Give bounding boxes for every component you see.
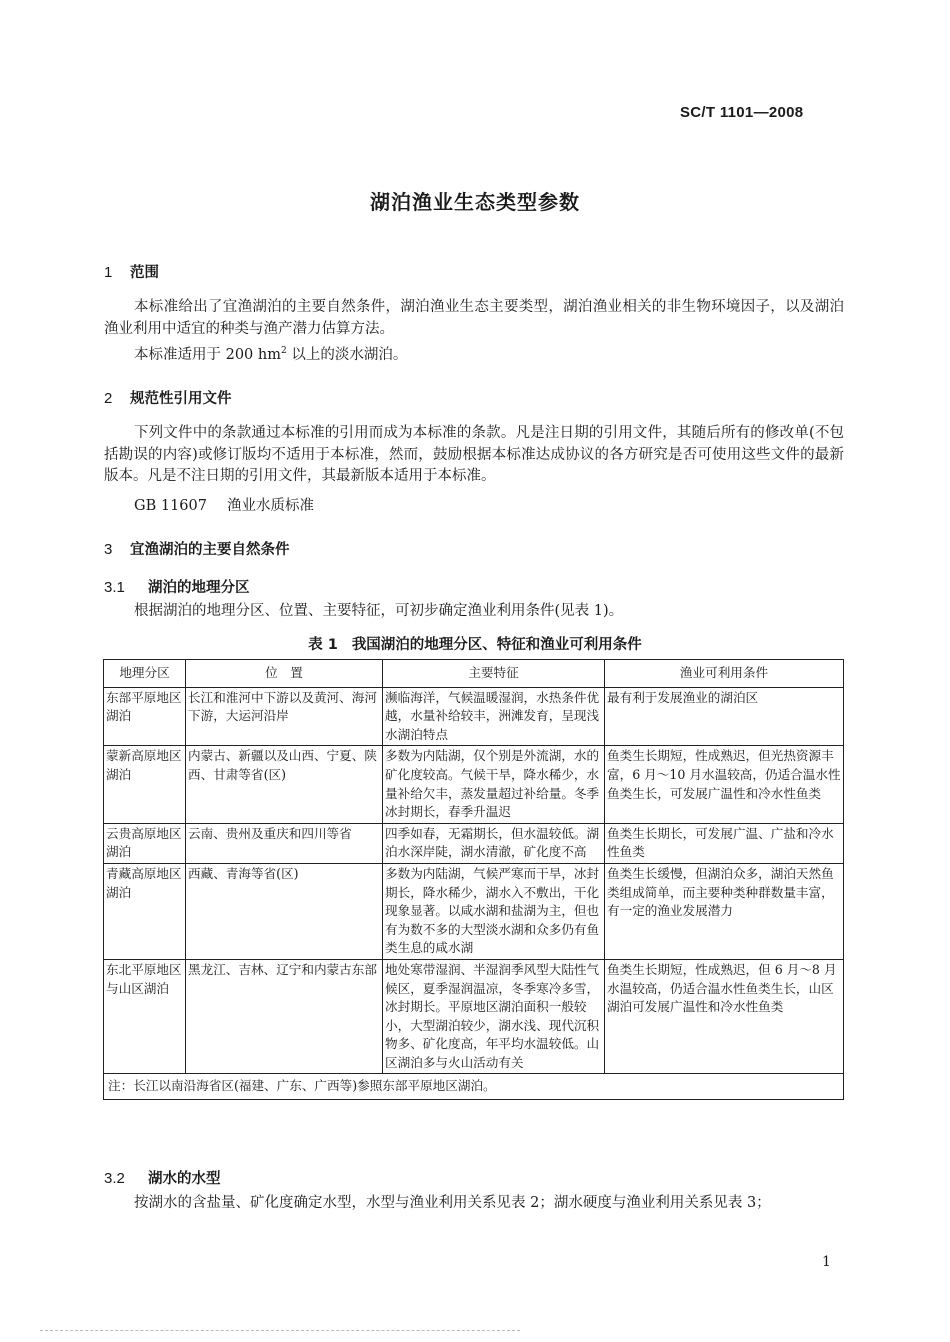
table-cell: 西藏、青海等省(区): [186, 863, 383, 959]
table-caption-text: 我国湖泊的地理分区、特征和渔业可利用条件: [351, 637, 642, 653]
table-cell: 鱼类生长期短，性成熟迟，但光热资源丰富，6 月～10 月水温较高，仍适合温水性鱼类生长，可发展广温性和冷水性鱼类: [605, 746, 844, 823]
section-title: 范围: [130, 265, 159, 281]
table-cell: 东北平原地区与山区湖泊: [104, 959, 186, 1074]
table-cell: 四季如春，无霜期长，但水温较低。湖泊水深岸陡，湖水清澈，矿化度不高: [383, 823, 605, 863]
reference-title: 渔业水质标准: [226, 498, 314, 514]
section-3-heading: [104, 538, 290, 559]
scope-paragraph-1: 本标准给出了宜渔湖泊的主要自然条件，湖泊渔业生态主要类型，湖泊渔业相关的非生物环境因子，以及湖泊渔业利用中适宜的种类与渔产潜力估算方法。: [104, 299, 844, 337]
table-row: [104, 687, 844, 746]
page-number: 1: [822, 1254, 831, 1270]
table-cell: 内蒙古、新疆以及山西、宁夏、陕西、甘肃等省(区): [186, 746, 383, 823]
section-number: 2: [104, 390, 113, 407]
table-header-row: [104, 660, 844, 688]
section-title: 宜渔湖泊的主要自然条件: [130, 542, 290, 558]
table-cell: 云南、贵州及重庆和四川等省: [186, 823, 383, 863]
column-header: 渔业可利用条件: [605, 660, 844, 688]
table-note-row: [104, 1074, 844, 1100]
section-3-2-paragraph: 按湖水的含盐量、矿化度确定水型，水型与渔业利用关系见表 2；湖水硬度与渔业利用关系见表 3；: [134, 1195, 771, 1211]
section-1-heading: [104, 261, 159, 282]
scope-superscript: 2: [280, 346, 287, 356]
scope-text-before: 本标准适用于 200 hm: [134, 346, 281, 363]
reference-code: GB 11607: [134, 498, 207, 514]
lake-zone-table: [103, 659, 844, 1100]
table-cell: 云贵高原地区湖泊: [104, 823, 186, 863]
column-header: 位 置: [186, 660, 383, 688]
section-number: 3.1: [104, 579, 125, 596]
column-header: 主要特征: [383, 660, 605, 688]
table-cell: 鱼类生长缓慢，但湖泊众多，湖泊天然鱼类组成简单，而主要种类种群数量丰富，有一定的渔业发展潜力: [605, 863, 844, 959]
table-row: [104, 863, 844, 959]
table-cell: 多数为内陆湖，气候严寒而干旱，冰封期长，降水稀少，湖水入不敷出，干化现象显著。以咸水湖和盐湖为主，但也有为数不多的大型淡水湖和众多仍有鱼类生息的咸水湖: [383, 863, 605, 959]
section-3-1-paragraph: 根据湖泊的地理分区、位置、主要特征，可初步确定渔业利用条件(见表 1)。: [134, 603, 624, 619]
table-cell: 黑龙江、吉林、辽宁和内蒙古东部: [186, 959, 383, 1074]
standard-code: SC/T 1101—2008: [680, 104, 804, 121]
scope-paragraph-2: [134, 341, 834, 366]
table-number: 表 1: [308, 637, 338, 653]
scan-edge-divider: [40, 1330, 520, 1331]
table-cell: 蒙新高原地区湖泊: [104, 746, 186, 823]
column-header: 地理分区: [104, 660, 186, 688]
table-cell: 最有利于发展渔业的湖泊区: [605, 687, 844, 746]
section-title: 规范性引用文件: [130, 391, 232, 407]
section-number: 1: [104, 264, 113, 281]
table-1-caption: [0, 633, 950, 654]
table-row: [104, 746, 844, 823]
section-3-2-heading: [104, 1167, 221, 1188]
table-cell: 长江和淮河中下游以及黄河、海河下游，大运河沿岸: [186, 687, 383, 746]
section-title: 湖水的水型: [148, 1171, 221, 1187]
table-cell: 东部平原地区湖泊: [104, 687, 186, 746]
table-cell: 青藏高原地区湖泊: [104, 863, 186, 959]
table-row: [104, 823, 844, 863]
references-paragraph: 下列文件中的条款通过本标准的引用而成为本标准的条款。凡是注日期的引用文件，其随后所有的修改单(不包括勘误的内容)或修订版均不适用于本标准，然而，鼓励根据本标准达成协议的各方研究是否可使用这些文件的最新版本。凡是不注日期的引用文件，其最新版本适用于本标准。: [104, 425, 844, 484]
table-cell: 鱼类生长期短，性成熟迟，但 6 月～8 月水温较高，仍适合温水性鱼类生长，山区湖泊可发展广温性和冷水性鱼类: [605, 959, 844, 1074]
scope-text-after: 以上的淡水湖泊。: [286, 346, 408, 363]
table-cell: 濒临海洋，气候温暖湿润，水热条件优越，水量补给较丰，洲滩发育，呈现浅水湖泊特点: [383, 687, 605, 746]
table-note: 注：长江以南沿海省区(福建、广东、广西等)参照东部平原地区湖泊。: [104, 1074, 844, 1100]
table-cell: 地处寒带湿润、半湿润季风型大陆性气候区，夏季湿润温凉，冬季寒冷多雪，冰封期长。平原地区湖泊面积一般较小，大型湖泊较少，湖水浅、现代沉积物多、矿化度高，年平均水温较低。山区湖泊多与火山活动有关: [383, 959, 605, 1074]
section-3-1-heading: [104, 576, 250, 597]
section-number: 3: [104, 541, 113, 558]
section-title: 湖泊的地理分区: [148, 580, 250, 596]
section-number: 3.2: [104, 1170, 125, 1187]
table-row: [104, 959, 844, 1074]
reference-entry: [134, 496, 834, 518]
document-title: 湖泊渔业生态类型参数: [370, 190, 580, 214]
table-cell: 多数为内陆湖，仅个别是外流湖，水的矿化度较高。气候干旱，降水稀少，水量补给欠丰，蒸发量超过补给量。冬季冰封期长，春季升温迟: [383, 746, 605, 823]
section-2-heading: [104, 387, 232, 408]
table-cell: 鱼类生长期长，可发展广温、广盐和冷水性鱼类: [605, 823, 844, 863]
